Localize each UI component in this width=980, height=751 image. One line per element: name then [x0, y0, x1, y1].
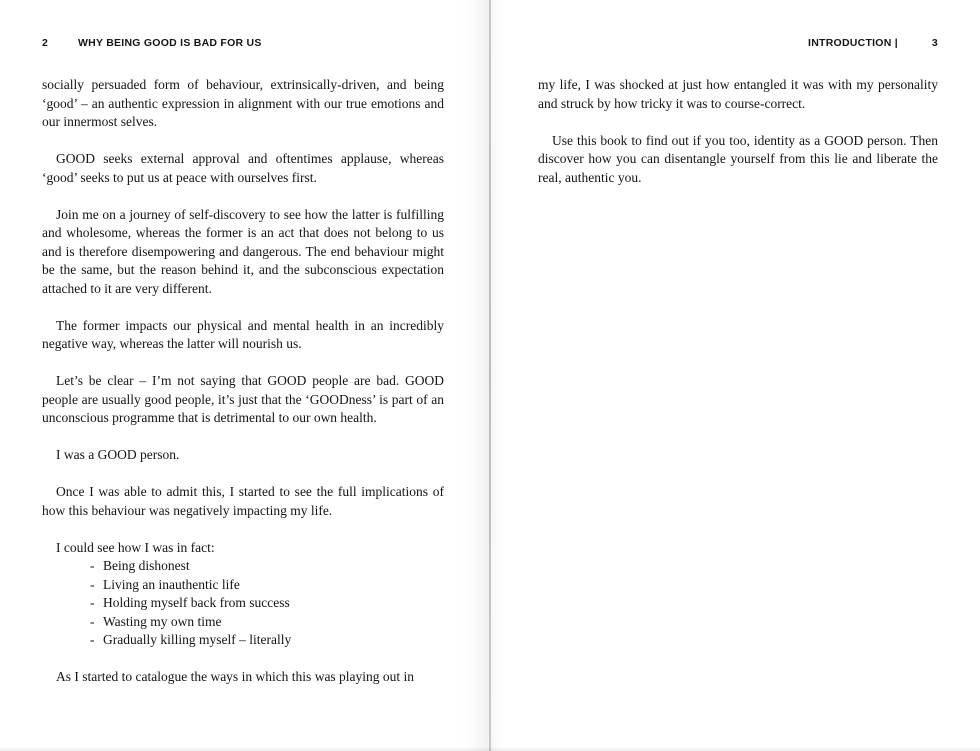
hyphen-list	[42, 557, 444, 650]
paragraph: GOOD seeks external approval and oftentimes applause, whereas ‘good’ seeks to put us at peace with ourselves first.	[42, 151, 444, 185]
list-item	[42, 576, 444, 595]
page-number-left: 2	[42, 37, 49, 49]
paragraph: The former impacts our physical and mental health in an incredibly negative way, whereas the latter will nourish us.	[42, 317, 444, 351]
list-item-text: Wasting my own time	[103, 613, 222, 629]
list-item	[42, 557, 444, 576]
list-item	[42, 594, 444, 613]
hyphen-bullet: -	[90, 595, 95, 610]
page-body-right	[538, 76, 938, 187]
list-item	[42, 613, 444, 632]
list-item-text: Holding myself back from success	[103, 595, 290, 610]
hyphen-bullet: -	[90, 632, 95, 647]
list-item-text: Living an inauthentic life	[103, 576, 240, 592]
page-header-right	[538, 37, 938, 50]
paragraph: As I started to catalogue the ways in which this was playing out in	[56, 669, 415, 684]
list-item-text: Gradually killing myself – literally	[103, 632, 292, 647]
page-left	[0, 0, 489, 751]
list-item-text: Being dishonest	[103, 558, 190, 573]
running-head-left: WHY BEING GOOD IS BAD FOR US	[78, 37, 262, 49]
paragraph: Let’s be clear – I’m not saying that GOOD people are bad. GOOD people are usually good people, it’s just that the ‘GOODness’ is part of an unconscious programme that is detrimental to our own health.	[42, 373, 444, 425]
page-number-right: 3	[931, 37, 938, 49]
page-right	[491, 0, 980, 751]
list-item	[42, 631, 444, 650]
running-head-right: INTRODUCTION |	[808, 37, 898, 49]
page-body-left	[42, 76, 444, 687]
hyphen-bullet: -	[90, 613, 95, 629]
page-header-left	[42, 37, 444, 50]
paragraph: my life, I was shocked at just how entangled it was with my personality and struck by how tricky it was to course-correct.	[538, 77, 938, 111]
hyphen-bullet: -	[90, 558, 95, 573]
paragraph: I could see how I was in fact:	[56, 539, 215, 555]
hyphen-bullet: -	[90, 576, 95, 592]
paragraph: Use this book to find out if you too, identity as a GOOD person. Then discover how you can disentangle yourself from this lie and liberate the real, authentic you.	[538, 132, 938, 185]
paragraph: I was a GOOD person.	[56, 447, 180, 462]
paragraph: Join me on a journey of self-discovery to see how the latter is fulfilling and wholesome, whereas the former is an act that does not belong to us and is therefore disempowering and dangerous. The end behaviour might be the same, but the reason behind it, and the subconscious expectation attached to it are very different.	[42, 206, 444, 296]
paragraph: Once I was able to admit this, I started to see the full implications of how this behaviour was negatively impacting my life.	[42, 484, 444, 518]
paragraph: socially persuaded form of behaviour, extrinsically-driven, and being ‘good’ – an authentic expression in alignment with our true emotions and our innermost selves.	[42, 77, 444, 129]
